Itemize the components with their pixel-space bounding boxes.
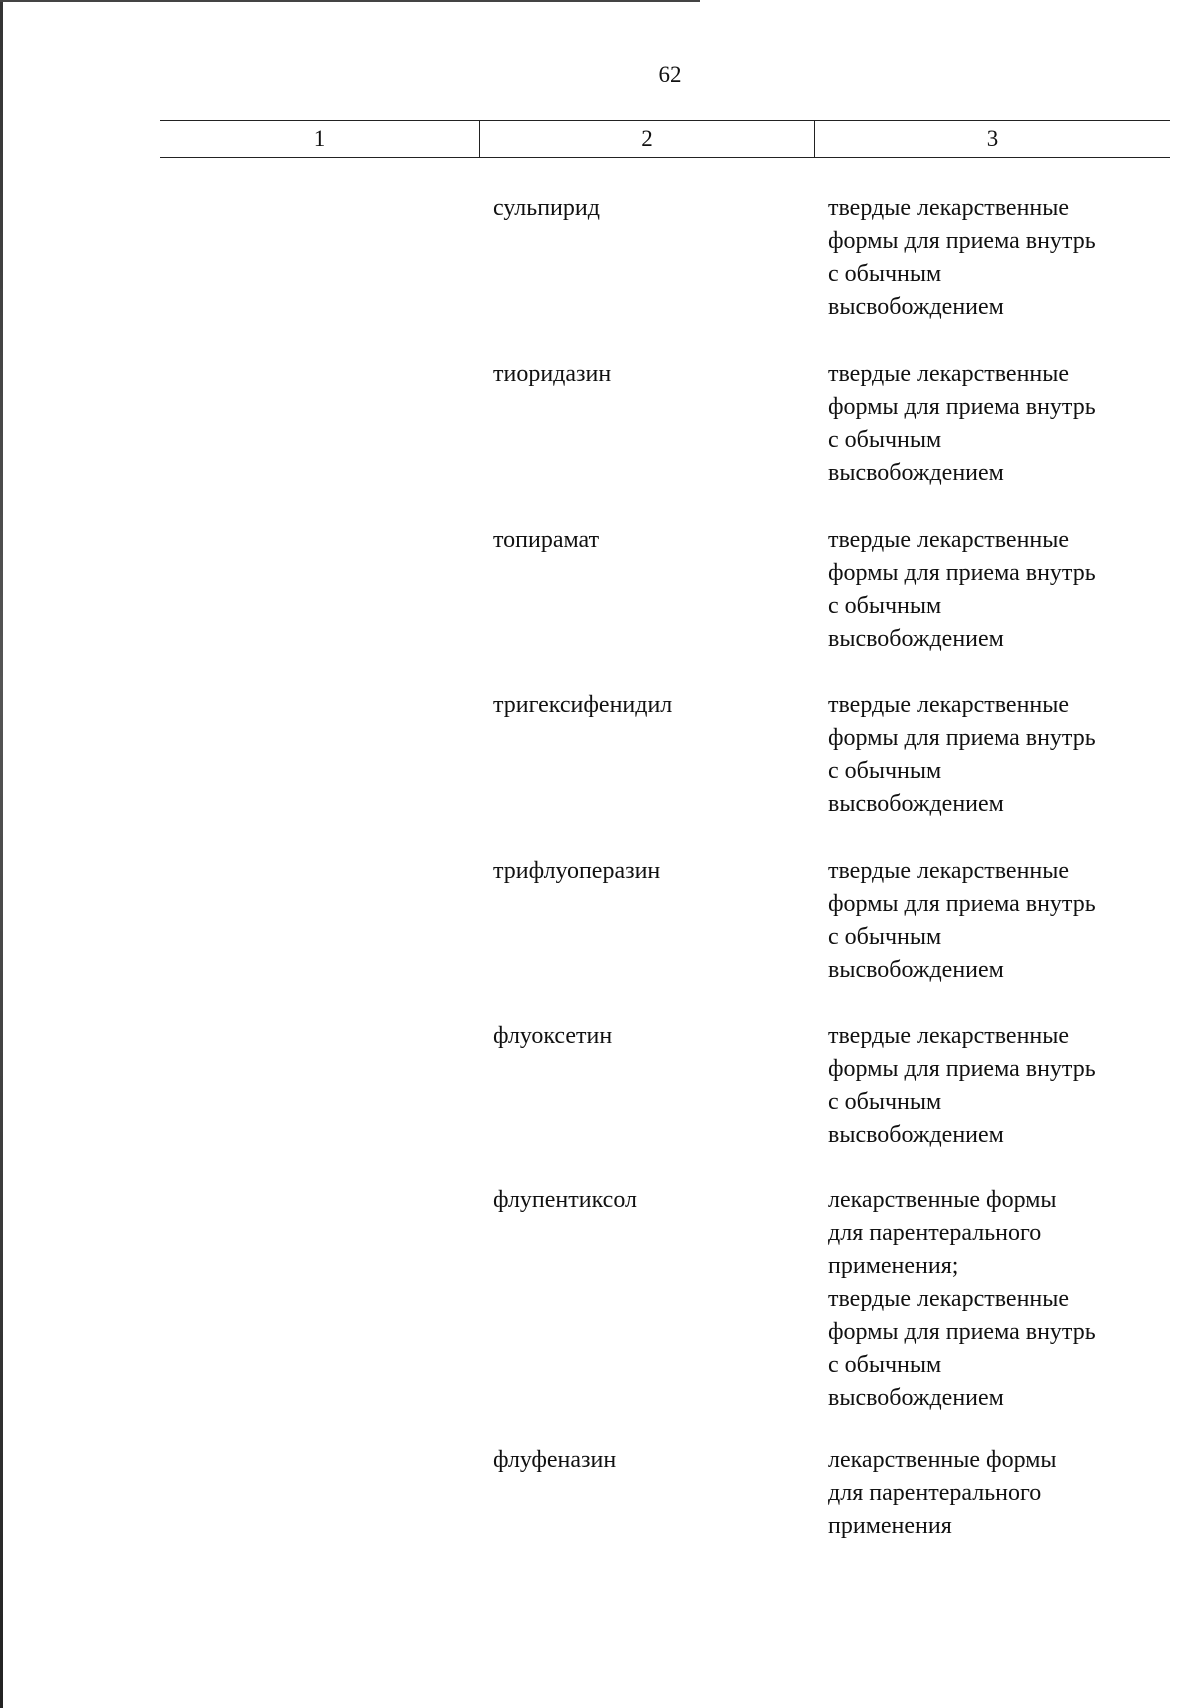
dosage-forms [828,1020,1096,1152]
dosage-form-line: твердые лекарственные [828,692,1070,718]
dosage-forms [828,1184,1096,1415]
dosage-form-line: высвобождением [828,626,1004,652]
dosage-form-line: с обычным [828,427,942,453]
dosage-form-line: формы для приема внутрь [828,1056,1096,1082]
dosage-form-line: для парентерального [828,1220,1042,1246]
table-header-row [160,120,1170,158]
dosage-form-line: высвобождением [828,1385,1004,1411]
header-col-1: 1 [160,121,480,157]
dosage-form-line: твердые лекарственные [828,361,1070,387]
header-col-2: 2 [480,121,815,157]
drug-name: сульпирид [493,195,600,221]
dosage-form-line: с обычным [828,261,942,287]
dosage-forms [828,358,1096,490]
dosage-form-line: формы для приема внутрь [828,228,1096,254]
dosage-form-line: формы для приема внутрь [828,891,1096,917]
dosage-form-line: лекарственные формы [828,1447,1057,1473]
dosage-form-line: с обычным [828,1352,942,1378]
drug-name: флуфеназин [493,1447,617,1473]
drug-name: тригексифенидил [493,692,673,718]
dosage-forms [828,192,1096,324]
dosage-form-line: высвобождением [828,294,1004,320]
dosage-form-line: высвобождением [828,957,1004,983]
dosage-form-line: твердые лекарственные [828,195,1070,221]
dosage-form-line: твердые лекарственные [828,1023,1070,1049]
dosage-form-line: с обычным [828,924,942,950]
scan-edge [0,0,3,1708]
dosage-forms [828,1444,1057,1543]
dosage-form-line: высвобождением [828,460,1004,486]
dosage-form-line: высвобождением [828,1122,1004,1148]
dosage-form-line: применения; [828,1253,959,1279]
dosage-form-line: с обычным [828,758,942,784]
dosage-form-line: лекарственные формы [828,1187,1057,1213]
dosage-form-line: твердые лекарственные [828,527,1070,553]
dosage-form-line: высвобождением [828,791,1004,817]
dosage-form-line: с обычным [828,1089,942,1115]
drug-name: топирамат [493,527,600,553]
dosage-form-line: твердые лекарственные [828,1286,1070,1312]
dosage-form-line: с обычным [828,593,942,619]
drug-name: флуоксетин [493,1023,613,1049]
dosage-forms [828,689,1096,821]
dosage-form-line: формы для приема внутрь [828,394,1096,420]
drug-name: тиоридазин [493,361,612,387]
dosage-form-line: формы для приема внутрь [828,560,1096,586]
dosage-form-line: формы для приема внутрь [828,725,1096,751]
dosage-form-line: твердые лекарственные [828,858,1070,884]
dosage-forms [828,855,1096,987]
drug-name: трифлуоперазин [493,858,661,884]
header-col-3: 3 [986,126,999,151]
dosage-form-line: формы для приема внутрь [828,1319,1096,1345]
scan-top-line [0,0,700,2]
dosage-forms [828,524,1096,656]
drug-name: флупентиксол [493,1187,637,1213]
dosage-form-line: для парентерального [828,1480,1042,1506]
dosage-form-line: применения [828,1513,952,1539]
page-number: 62 [658,62,682,87]
